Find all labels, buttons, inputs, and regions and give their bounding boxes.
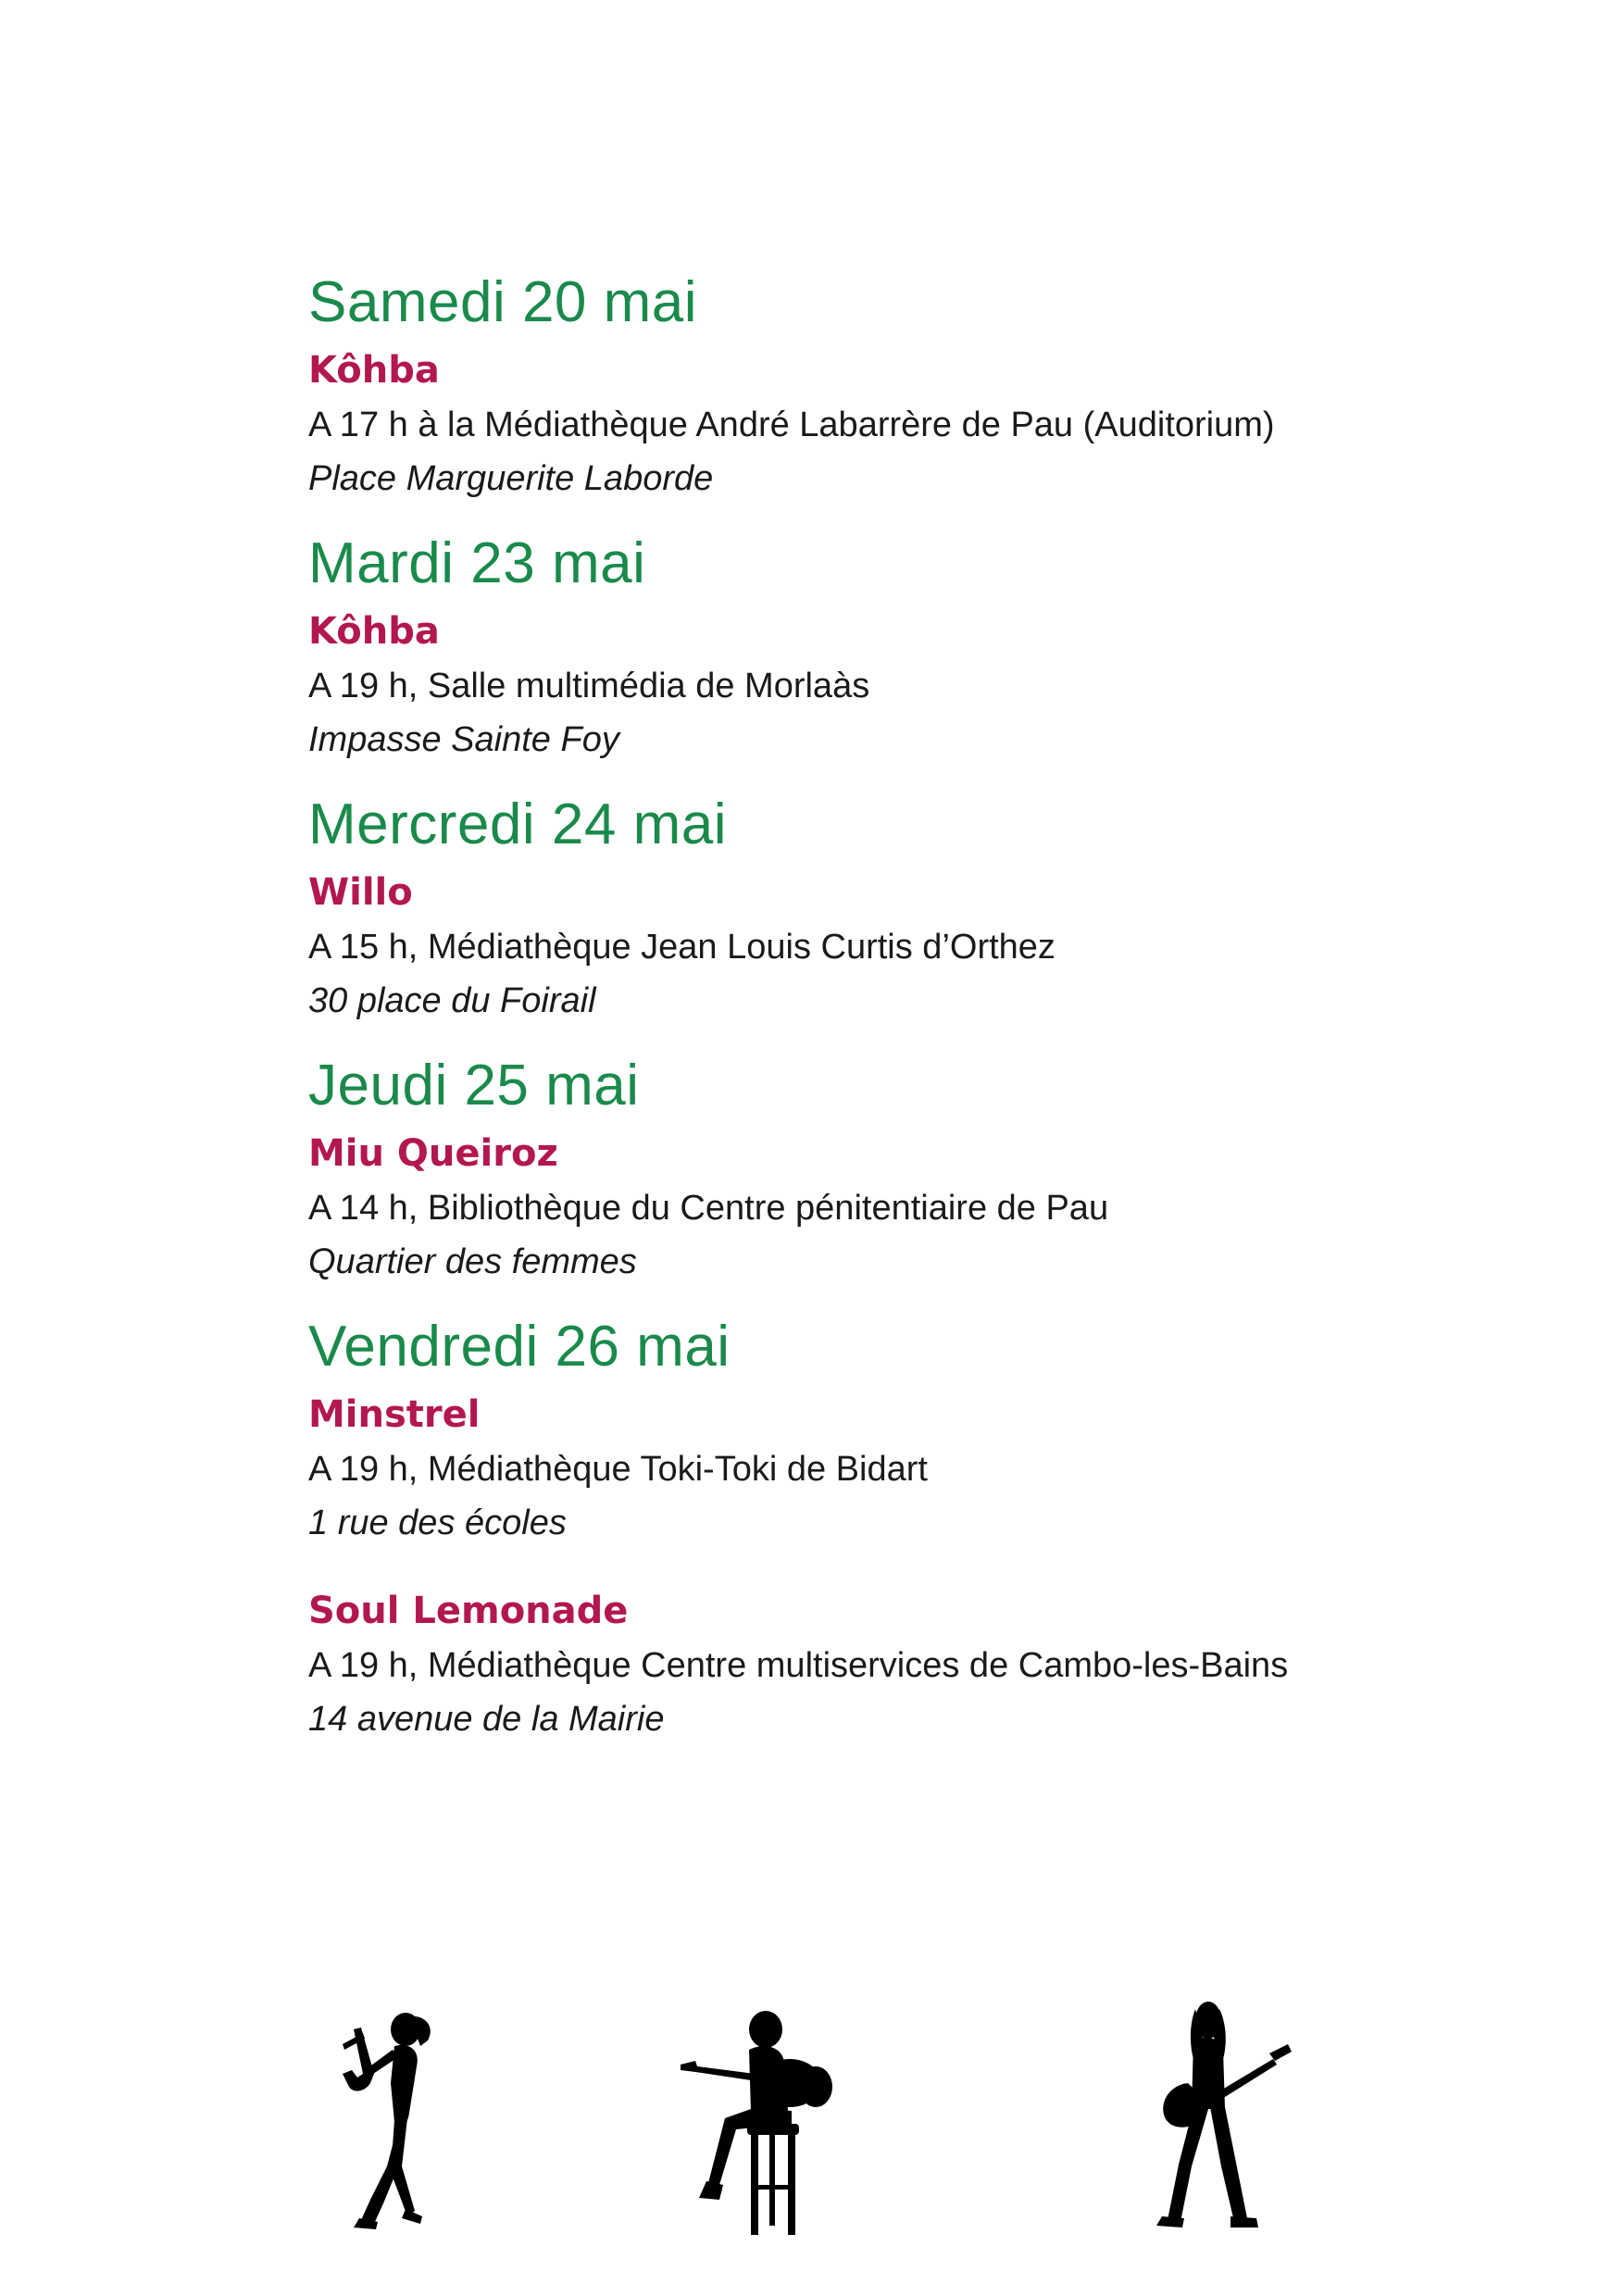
event [308,865,1512,1028]
day-section [308,789,1512,1028]
event-info: A 15 h, Médiathèque Jean Louis Curtis d’Orthez [308,928,1056,967]
artist-name: Kôhba [308,610,440,653]
event-address: Impasse Sainte Foy [308,720,619,759]
day-title: Jeudi 25 mai [308,1054,640,1117]
event [308,1583,1512,1746]
day-title: Samedi 20 mai [308,270,698,334]
event-address: Place Marguerite Laborde [308,459,714,498]
event-info: A 19 h, Médiathèque Centre multiservices de Cambo-les-Bains [308,1646,1289,1685]
event-info: A 19 h, Salle multimédia de Morlaàs [308,667,870,705]
day-section [308,1311,1512,1746]
event-address: 1 rue des écoles [308,1504,567,1542]
artist-name: Minstrel [308,1393,481,1436]
artist-name: Kôhba [308,349,440,392]
artist-name: Miu Queiroz [308,1132,558,1175]
event [308,604,1512,767]
day-title: Mercredi 24 mai [308,792,727,856]
saxophonist-silhouette-icon [306,2009,454,2231]
day-section [308,267,1512,505]
event-address: 14 avenue de la Mairie [308,1700,665,1739]
agenda [308,267,1512,1768]
event [308,1387,1512,1550]
event-address: Quartier des femmes [308,1242,637,1281]
event [308,1126,1512,1289]
day-title: Mardi 23 mai [308,531,646,595]
event-info: A 14 h, Bibliothèque du Centre pénitentiaire de Pau [308,1189,1109,1228]
event [308,343,1512,505]
artist-name: Soul Lemonade [308,1590,629,1632]
event-info: A 19 h, Médiathèque Toki-Toki de Bidart [308,1450,928,1489]
day-section [308,528,1512,767]
rock-guitarist-silhouette-icon [1134,2000,1292,2231]
day-title: Vendredi 26 mai [308,1315,731,1379]
event-address: 30 place du Foirail [308,981,596,1020]
event-info: A 17 h à la Médiathèque André Labarrère de Pau (Auditorium) [308,406,1275,444]
day-section [308,1050,1512,1289]
artist-name: Willo [308,871,413,914]
seated-guitarist-silhouette-icon [681,2009,838,2240]
